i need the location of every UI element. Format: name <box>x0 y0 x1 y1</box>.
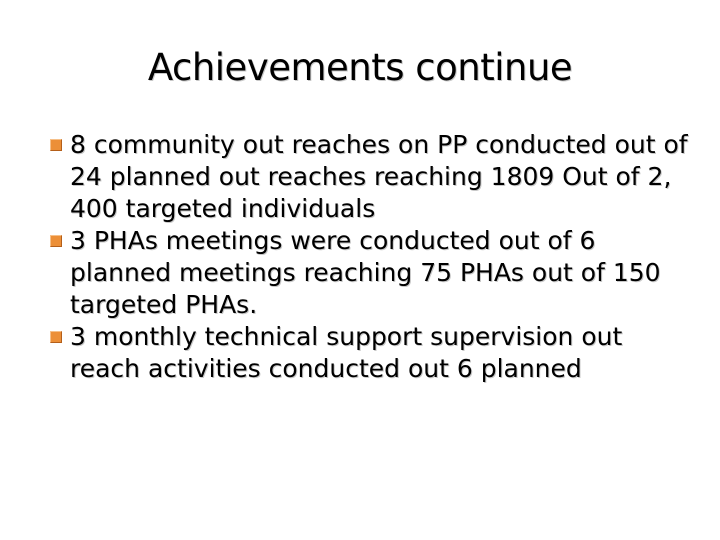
square-bullet-icon <box>50 235 62 247</box>
slide-title: Achievements continue <box>147 46 573 89</box>
bullet-item <box>50 321 690 385</box>
square-bullet-icon <box>50 331 62 343</box>
bullet-text: 8 community out reaches on PP conducted out of 24 planned out reaches reaching 1809 Out of 2, 400 targeted individuals <box>70 130 688 223</box>
bullet-text: 3 monthly technical support supervision out reach activities conducted out 6 planned <box>70 322 623 383</box>
square-bullet-icon <box>50 139 62 151</box>
bullet-text: 3 PHAs meetings were conducted out of 6 planned meetings reaching 75 PHAs out of 150 targeted PHAs. <box>70 226 661 319</box>
bullet-item <box>50 225 690 321</box>
bullet-item <box>50 129 690 225</box>
bullet-list <box>50 129 690 385</box>
